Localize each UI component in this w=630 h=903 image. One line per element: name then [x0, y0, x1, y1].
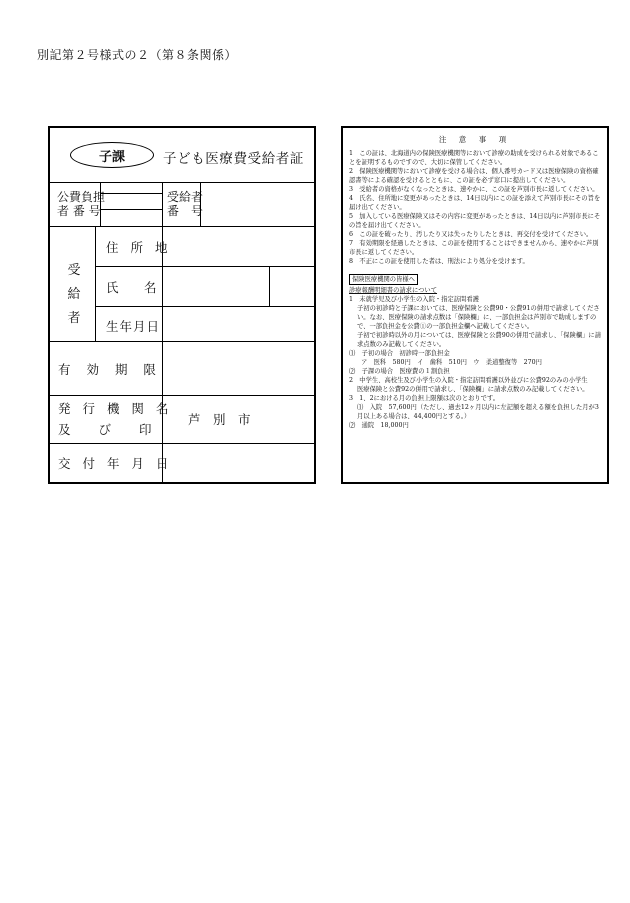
notes-heading: 注 意 事 項 — [438, 135, 512, 144]
department-stamp — [70, 142, 154, 168]
recipient-block — [50, 227, 314, 342]
recipient-char-3: 者 — [67, 311, 81, 326]
note-item-4: 4 氏名、住所地に変更があったときは、14日以内にこの証を添えて芦別市長にその旨を届け出てください。 — [349, 195, 601, 211]
section3-sub2: ⑵ 通院 18,000円 — [349, 422, 409, 429]
divider — [100, 183, 101, 226]
note-item-3: 3 受給者の資格がなくなったときは、速やかに、この証を芦別市長に返してください。 — [349, 186, 599, 193]
note-item-7: 7 有効期限を経過したときは、この証を使用することはできませんから、速やかに芦別市長に返してください。 — [349, 240, 599, 256]
section3-title: 3 1、2における月の負担上限額は次のとおりです。 — [349, 395, 500, 402]
note-item-2: 2 保険医療機関等において診療を受ける場合は、個人番号カード又は医療保険の資格確認書等による確認を受けるとともに、この証を必ず窓口に提出してください。 — [349, 168, 599, 184]
divider — [200, 183, 201, 226]
issuer-value: 芦 別 市 — [188, 412, 251, 427]
divider — [162, 183, 163, 226]
medical-institutions-box: 保険医療機関の皆様へ — [349, 274, 418, 285]
divider — [95, 227, 96, 341]
divider — [95, 306, 314, 307]
note-item-1: 1 この証は、北海道内の保険医療機関等において診療の助成を受けられる対象であることを証明するものですので、大切に保管してください。 — [349, 150, 599, 166]
address-label: 住 所 地 — [106, 240, 172, 255]
section1-paragraph-2: 子初で初診時以外の月については、医療保険と公費90の併用で請求し、「保険欄」に請求点数のみ記載してください。 — [357, 332, 602, 348]
section1-sub1: ⑴ 子初の場合 初診時一部負担金 — [349, 350, 450, 357]
divider — [100, 193, 162, 194]
divider — [162, 396, 163, 443]
notes-panel — [341, 126, 609, 484]
note-item-5: 5 加入している医療保険又はその内容に変更があったときは、14日以内に芦別市長にその旨を届け出てください。 — [349, 213, 601, 229]
divider — [162, 342, 163, 395]
divider — [269, 266, 270, 306]
dob-label: 生年月日 — [106, 319, 161, 334]
issued-date-row — [50, 444, 314, 484]
recipient-no-label-2: 番 号 — [167, 204, 204, 218]
section3-sub1: ⑴ 入院 57,600円（ただし、過去12ヶ月以内に左記額を超える額を負担した月が3月以上ある場合は、44,400円とする。） — [357, 404, 599, 420]
validity-row — [50, 342, 314, 396]
issuer-row — [50, 396, 314, 444]
section1-sub1-detail: ア 医科 580円 イ 歯科 510円 ウ 柔道整復等 270円 — [361, 359, 542, 366]
issued-date-label: 交 付 年 月 日 — [58, 456, 173, 471]
section2-paragraph: 医療保険と公費92の併用で請求し、「保険欄」に請求点数のみ記載してください。 — [357, 386, 589, 393]
issuer-label-2: 及 び 印 — [58, 422, 153, 437]
issuer-label-1: 発 行 機 関 名 — [58, 401, 173, 416]
recipient-char-2: 給 — [67, 287, 81, 302]
name-label-1: 氏 — [106, 280, 119, 295]
divider — [100, 209, 162, 210]
section1-title: 1 未就学児及び小学生の入院・指定訪問看護 — [349, 296, 479, 303]
section2-title: 2 中学生、高校生及び小学生の入院・指定訪問看護以外並びに公費92のみの小学生 — [349, 377, 588, 384]
public-payer-label-2: 者 番 号 — [57, 204, 101, 218]
number-row — [50, 183, 314, 227]
divider — [162, 444, 163, 484]
section1-sub2: ⑵ 子課の場合 医療費の１割負担 — [349, 368, 450, 375]
public-payer-label-1: 公費負担 — [57, 190, 106, 204]
section1-paragraph-1: 子初の初診時と子課においては、医療保険と公費90・公費91の併用で請求してください。なお、医療保険の請求点数は「保険欄」に、一部負担金は芦別市で助成しますので、一部負担金を公費①の一部負担金欄へ記載してください。 — [357, 305, 600, 330]
recipient-vertical-label — [67, 259, 81, 331]
note-item-6: 6 この証を破ったり、汚したり又は失ったりしたときは、再交付を受けてください。 — [349, 231, 593, 238]
card-title: 子ども医療費受給者証 — [163, 151, 304, 167]
recipient-char-1: 受 — [67, 263, 81, 278]
billing-subheading: 診療報酬明細書の請求について — [349, 287, 438, 294]
recipient-card — [48, 126, 316, 484]
department-stamp-label: 子課 — [98, 149, 125, 165]
form-reference-header: 別記第２号様式の２（第８条関係） — [37, 48, 238, 62]
validity-label: 有 効 期 限 — [58, 362, 162, 377]
card-title-row — [50, 128, 314, 183]
recipient-no-label-1: 受給者 — [167, 190, 204, 204]
note-item-8: 8 不正にこの証を使用した者は、刑法により処分を受けます。 — [349, 258, 529, 265]
name-label-2: 名 — [144, 280, 157, 295]
divider — [95, 266, 314, 267]
